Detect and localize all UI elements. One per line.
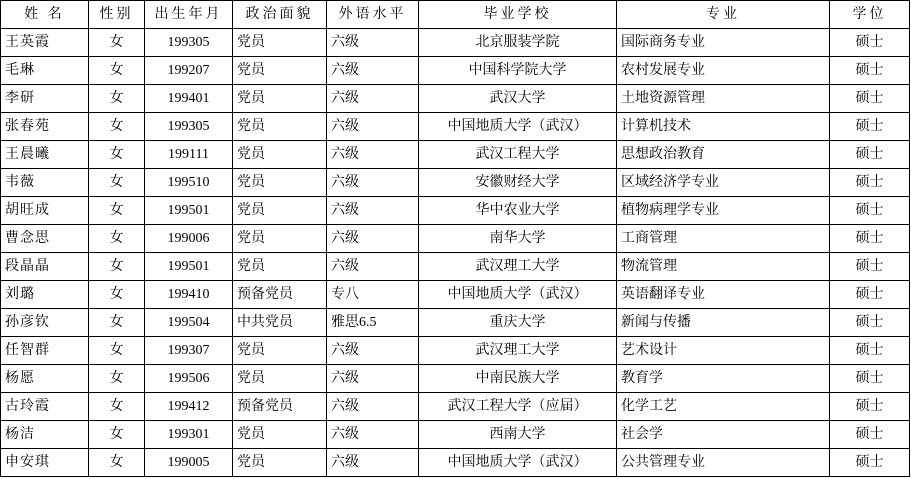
table-row [1,197,910,225]
cell-foreign-language: 六级 [327,225,419,253]
cell-birth: 199305 [145,29,233,57]
table-row [1,29,910,57]
cell-political-status: 党员 [233,365,327,393]
cell-foreign-language: 六级 [327,57,419,85]
cell-name: 杨洁 [1,421,89,449]
cell-political-status: 党员 [233,197,327,225]
cell-gender: 女 [89,449,145,477]
cell-degree: 硕士 [830,225,910,253]
cell-foreign-language: 六级 [327,113,419,141]
cell-degree: 硕士 [830,365,910,393]
table-row [1,421,910,449]
cell-political-status: 党员 [233,225,327,253]
cell-major: 农村发展专业 [617,57,830,85]
cell-political-status: 党员 [233,113,327,141]
cell-school: 武汉理工大学 [419,253,617,281]
cell-birth: 199506 [145,365,233,393]
cell-school: 中国地质大学（武汉） [419,449,617,477]
cell-name: 李研 [1,85,89,113]
column-header-degree: 学位 [830,1,910,29]
cell-political-status: 党员 [233,337,327,365]
cell-birth: 199412 [145,393,233,421]
cell-birth: 199006 [145,225,233,253]
cell-name: 张春苑 [1,113,89,141]
cell-school: 中国地质大学（武汉） [419,281,617,309]
cell-name: 段晶晶 [1,253,89,281]
table-row [1,113,910,141]
cell-name: 申安琪 [1,449,89,477]
cell-gender: 女 [89,393,145,421]
cell-political-status: 党员 [233,85,327,113]
table-body [1,29,910,477]
cell-foreign-language: 六级 [327,337,419,365]
cell-gender: 女 [89,57,145,85]
cell-gender: 女 [89,197,145,225]
cell-political-status: 预备党员 [233,281,327,309]
cell-foreign-language: 六级 [327,421,419,449]
table-row [1,393,910,421]
cell-name: 曹念思 [1,225,89,253]
cell-name: 胡旺成 [1,197,89,225]
table-row [1,225,910,253]
cell-foreign-language: 六级 [327,169,419,197]
cell-gender: 女 [89,169,145,197]
column-header-birth: 出生年月 [145,1,233,29]
cell-name: 任智群 [1,337,89,365]
cell-birth: 199501 [145,197,233,225]
cell-major: 化学工艺 [617,393,830,421]
cell-major: 土地资源管理 [617,85,830,113]
cell-school: 西南大学 [419,421,617,449]
cell-degree: 硕士 [830,449,910,477]
cell-school: 重庆大学 [419,309,617,337]
cell-birth: 199410 [145,281,233,309]
cell-school: 武汉工程大学 [419,141,617,169]
cell-gender: 女 [89,29,145,57]
cell-birth: 199510 [145,169,233,197]
cell-foreign-language: 雅思6.5 [327,309,419,337]
cell-major: 区域经济学专业 [617,169,830,197]
cell-major: 教育学 [617,365,830,393]
cell-political-status: 党员 [233,29,327,57]
column-header-name: 姓 名 [1,1,89,29]
cell-major: 艺术设计 [617,337,830,365]
table-row [1,85,910,113]
cell-school: 南华大学 [419,225,617,253]
cell-birth: 199305 [145,113,233,141]
cell-birth: 199504 [145,309,233,337]
cell-major: 思想政治教育 [617,141,830,169]
cell-school: 武汉工程大学（应届） [419,393,617,421]
table-row [1,309,910,337]
cell-degree: 硕士 [830,421,910,449]
cell-birth: 199401 [145,85,233,113]
cell-birth: 199307 [145,337,233,365]
cell-school: 北京服装学院 [419,29,617,57]
cell-foreign-language: 六级 [327,365,419,393]
cell-foreign-language: 六级 [327,141,419,169]
cell-political-status: 党员 [233,449,327,477]
cell-political-status: 预备党员 [233,393,327,421]
cell-degree: 硕士 [830,393,910,421]
cell-major: 计算机技术 [617,113,830,141]
column-header-school: 毕业学校 [419,1,617,29]
cell-birth: 199207 [145,57,233,85]
cell-school: 武汉大学 [419,85,617,113]
cell-major: 新闻与传播 [617,309,830,337]
cell-political-status: 中共党员 [233,309,327,337]
column-header-gender: 性别 [89,1,145,29]
cell-degree: 硕士 [830,57,910,85]
cell-degree: 硕士 [830,141,910,169]
cell-name: 古玲霞 [1,393,89,421]
cell-birth: 199005 [145,449,233,477]
cell-degree: 硕士 [830,281,910,309]
cell-gender: 女 [89,337,145,365]
column-header-major: 专业 [617,1,830,29]
cell-gender: 女 [89,281,145,309]
cell-foreign-language: 六级 [327,393,419,421]
cell-school: 中南民族大学 [419,365,617,393]
cell-major: 英语翻译专业 [617,281,830,309]
cell-political-status: 党员 [233,169,327,197]
cell-major: 物流管理 [617,253,830,281]
cell-degree: 硕士 [830,197,910,225]
cell-major: 植物病理学专业 [617,197,830,225]
cell-foreign-language: 六级 [327,253,419,281]
cell-school: 华中农业大学 [419,197,617,225]
table-header-row [1,1,910,29]
cell-name: 杨愿 [1,365,89,393]
cell-degree: 硕士 [830,113,910,141]
cell-gender: 女 [89,141,145,169]
table-row [1,57,910,85]
cell-birth: 199501 [145,253,233,281]
cell-degree: 硕士 [830,29,910,57]
cell-gender: 女 [89,225,145,253]
table-row [1,253,910,281]
cell-major: 国际商务专业 [617,29,830,57]
cell-gender: 女 [89,421,145,449]
cell-school: 中国科学院大学 [419,57,617,85]
cell-degree: 硕士 [830,169,910,197]
cell-birth: 199111 [145,141,233,169]
cell-name: 王晨曦 [1,141,89,169]
cell-degree: 硕士 [830,309,910,337]
cell-degree: 硕士 [830,337,910,365]
cell-foreign-language: 专八 [327,281,419,309]
cell-political-status: 党员 [233,57,327,85]
cell-foreign-language: 六级 [327,449,419,477]
cell-school: 中国地质大学（武汉） [419,113,617,141]
table-header [1,1,910,29]
table-row [1,141,910,169]
cell-birth: 199301 [145,421,233,449]
cell-degree: 硕士 [830,85,910,113]
table-row [1,169,910,197]
cell-name: 孙彦钦 [1,309,89,337]
cell-political-status: 党员 [233,141,327,169]
cell-name: 毛琳 [1,57,89,85]
column-header-political-status: 政治面貌 [233,1,327,29]
cell-gender: 女 [89,113,145,141]
table-row [1,365,910,393]
cell-gender: 女 [89,85,145,113]
cell-gender: 女 [89,365,145,393]
column-header-foreign-language: 外语水平 [327,1,419,29]
cell-political-status: 党员 [233,421,327,449]
cell-foreign-language: 六级 [327,197,419,225]
cell-foreign-language: 六级 [327,85,419,113]
cell-gender: 女 [89,253,145,281]
cell-name: 韦薇 [1,169,89,197]
cell-major: 公共管理专业 [617,449,830,477]
cell-school: 安徽财经大学 [419,169,617,197]
cell-degree: 硕士 [830,253,910,281]
cell-political-status: 党员 [233,253,327,281]
table-row [1,281,910,309]
cell-name: 王英霞 [1,29,89,57]
table-row [1,337,910,365]
cell-foreign-language: 六级 [327,29,419,57]
cell-name: 刘璐 [1,281,89,309]
cell-major: 工商管理 [617,225,830,253]
table-row [1,449,910,477]
cell-major: 社会学 [617,421,830,449]
cell-school: 武汉理工大学 [419,337,617,365]
cell-gender: 女 [89,309,145,337]
